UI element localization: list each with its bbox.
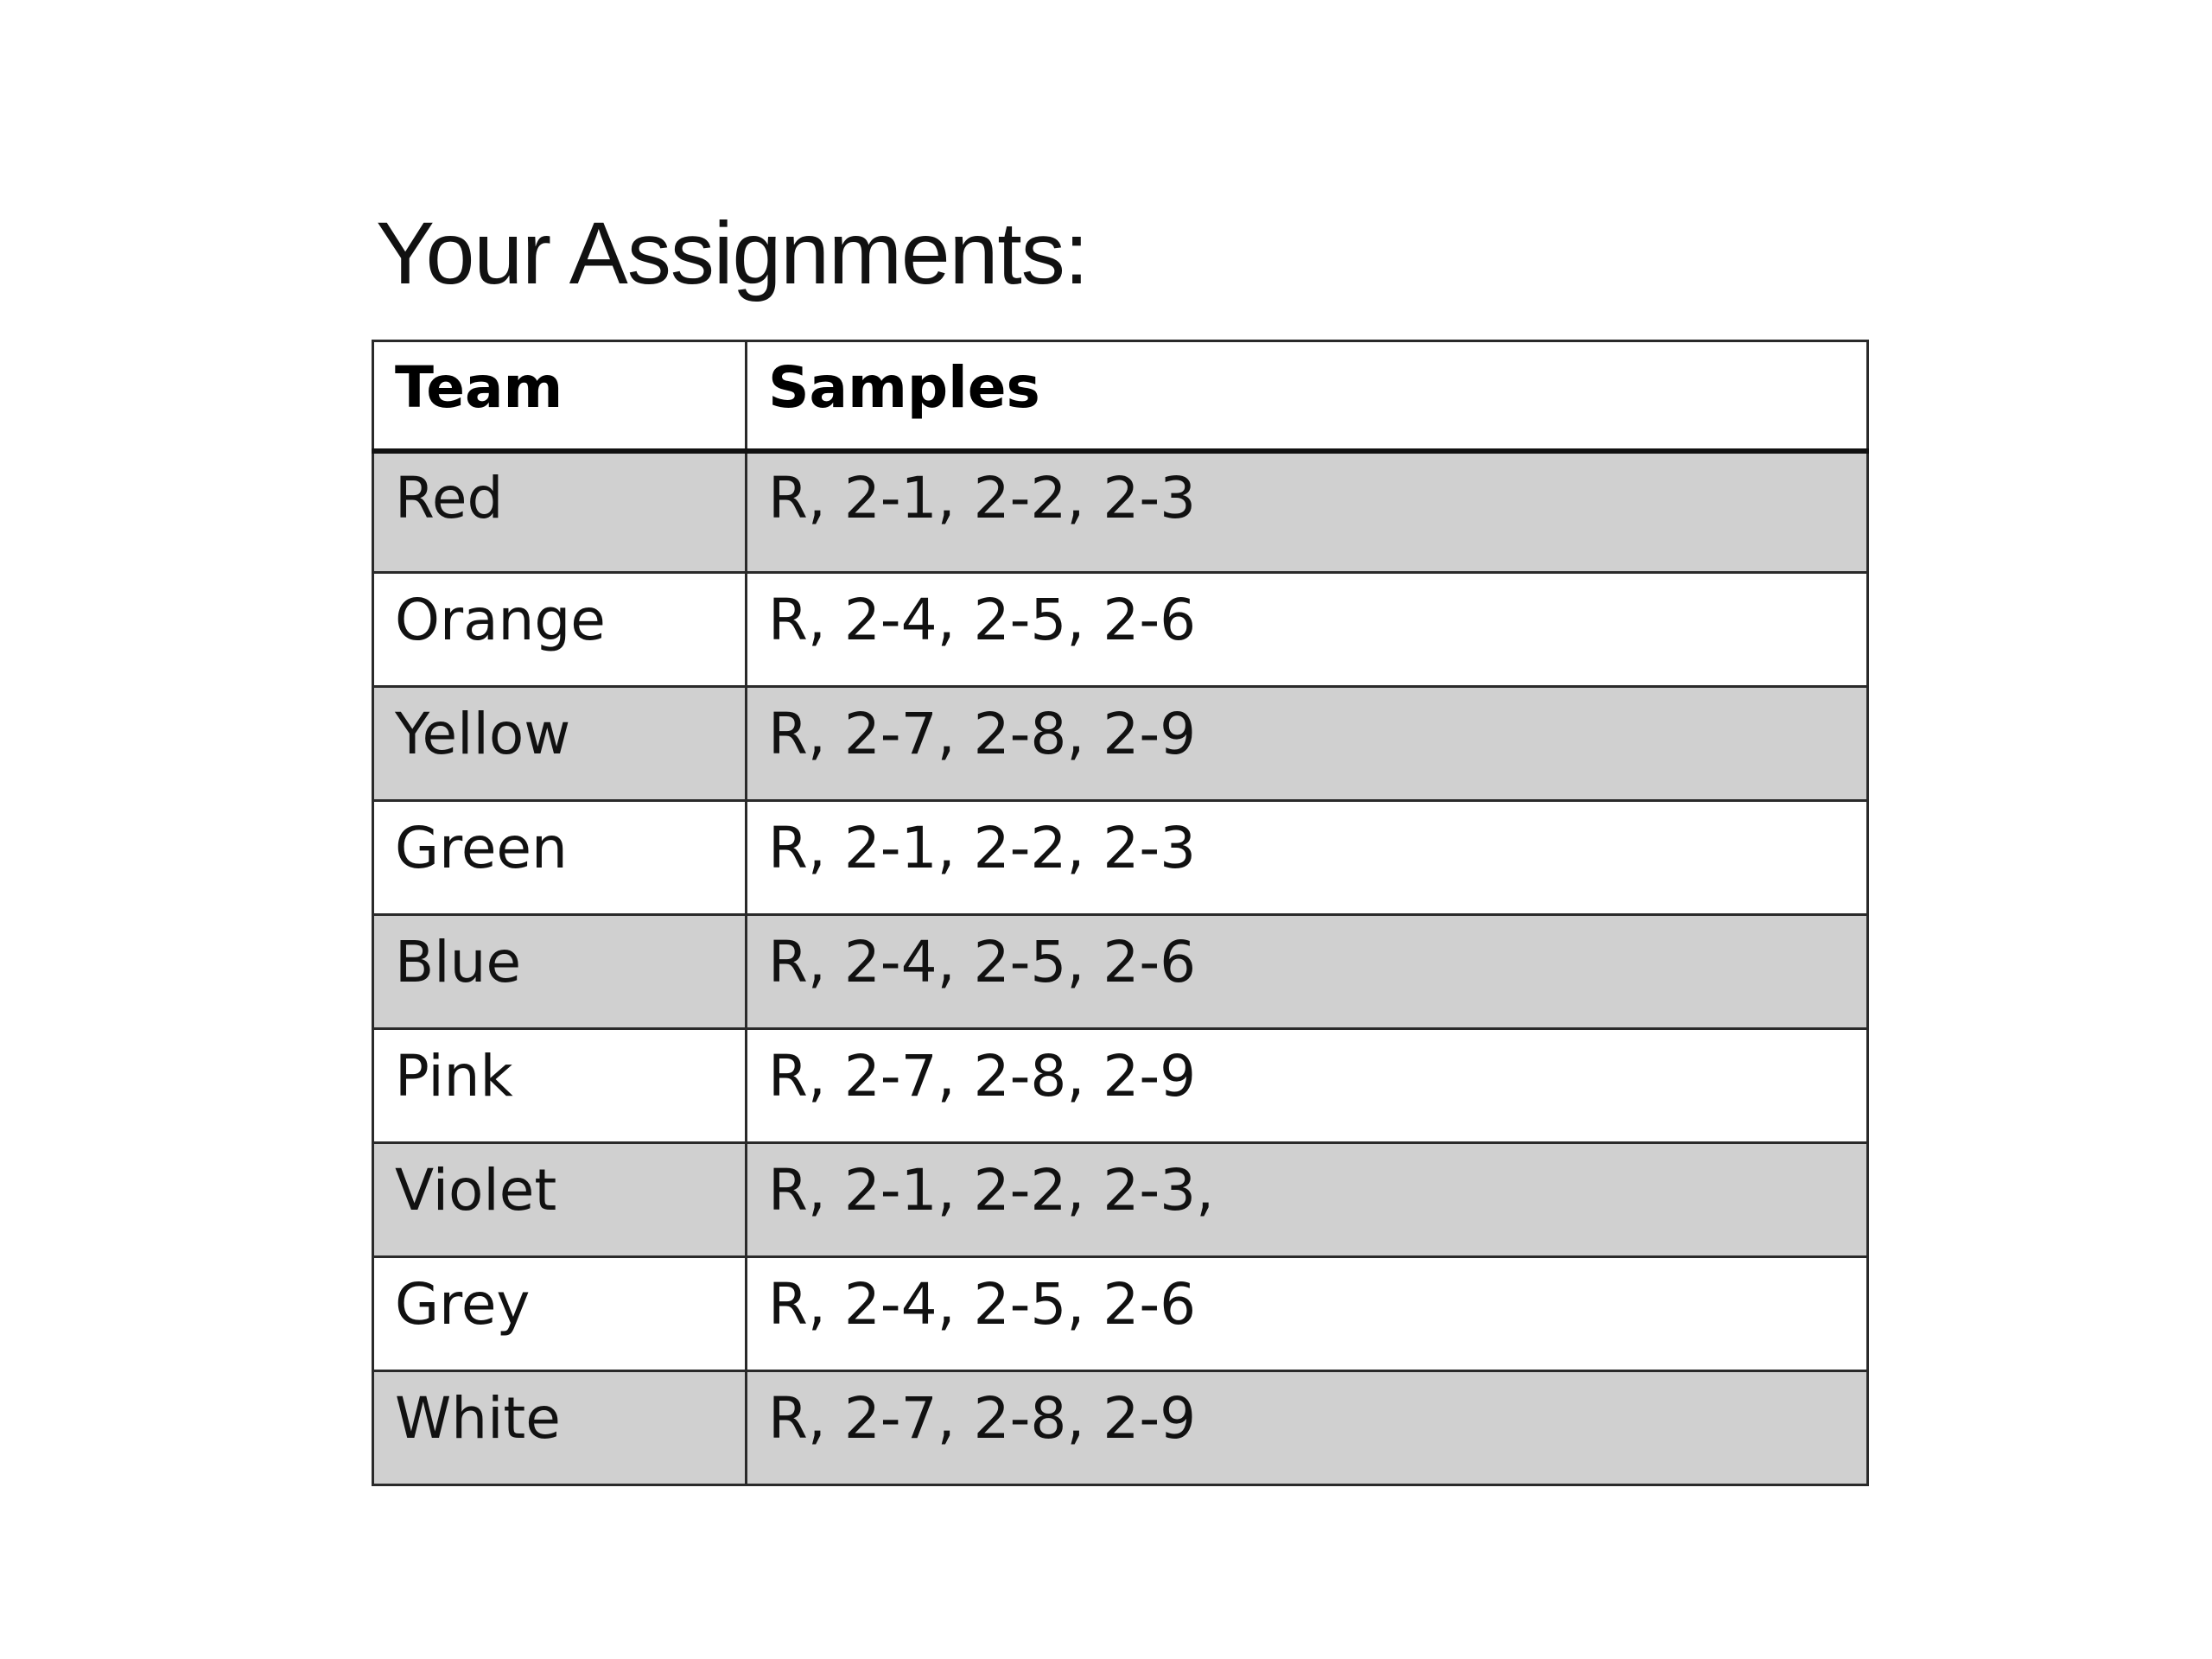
samples-cell: R, 2-4, 2-5, 2-6 [747, 1257, 1868, 1371]
column-header-samples: Samples [747, 341, 1868, 451]
team-cell: Red [373, 451, 747, 573]
team-cell: Yellow [373, 687, 747, 801]
samples-cell: R, 2-7, 2-8, 2-9 [747, 1029, 1868, 1143]
page-title: Your Assignments: [376, 204, 1089, 302]
team-cell: Pink [373, 1029, 747, 1143]
samples-cell: R, 2-7, 2-8, 2-9 [747, 1371, 1868, 1485]
samples-cell: R, 2-1, 2-2, 2-3 [747, 801, 1868, 915]
team-cell: Violet [373, 1143, 747, 1257]
table-row [373, 1257, 1868, 1371]
team-cell: Green [373, 801, 747, 915]
team-cell: Grey [373, 1257, 747, 1371]
samples-cell: R, 2-4, 2-5, 2-6 [747, 573, 1868, 687]
table-row [373, 801, 1868, 915]
table-row [373, 1029, 1868, 1143]
column-header-team: Team [373, 341, 747, 451]
samples-cell: R, 2-1, 2-2, 2-3, [747, 1143, 1868, 1257]
table-row [373, 687, 1868, 801]
samples-cell: R, 2-4, 2-5, 2-6 [747, 915, 1868, 1029]
table-header [373, 341, 1868, 451]
table-row [373, 915, 1868, 1029]
assignments-table [372, 340, 1869, 1486]
table-row [373, 1371, 1868, 1485]
table-row [373, 451, 1868, 573]
team-cell: Blue [373, 915, 747, 1029]
team-cell: White [373, 1371, 747, 1485]
samples-cell: R, 2-7, 2-8, 2-9 [747, 687, 1868, 801]
table-row [373, 1143, 1868, 1257]
table-row [373, 573, 1868, 687]
team-cell: Orange [373, 573, 747, 687]
samples-cell: R, 2-1, 2-2, 2-3 [747, 451, 1868, 573]
table-body [373, 451, 1868, 1485]
header-row [373, 341, 1868, 451]
